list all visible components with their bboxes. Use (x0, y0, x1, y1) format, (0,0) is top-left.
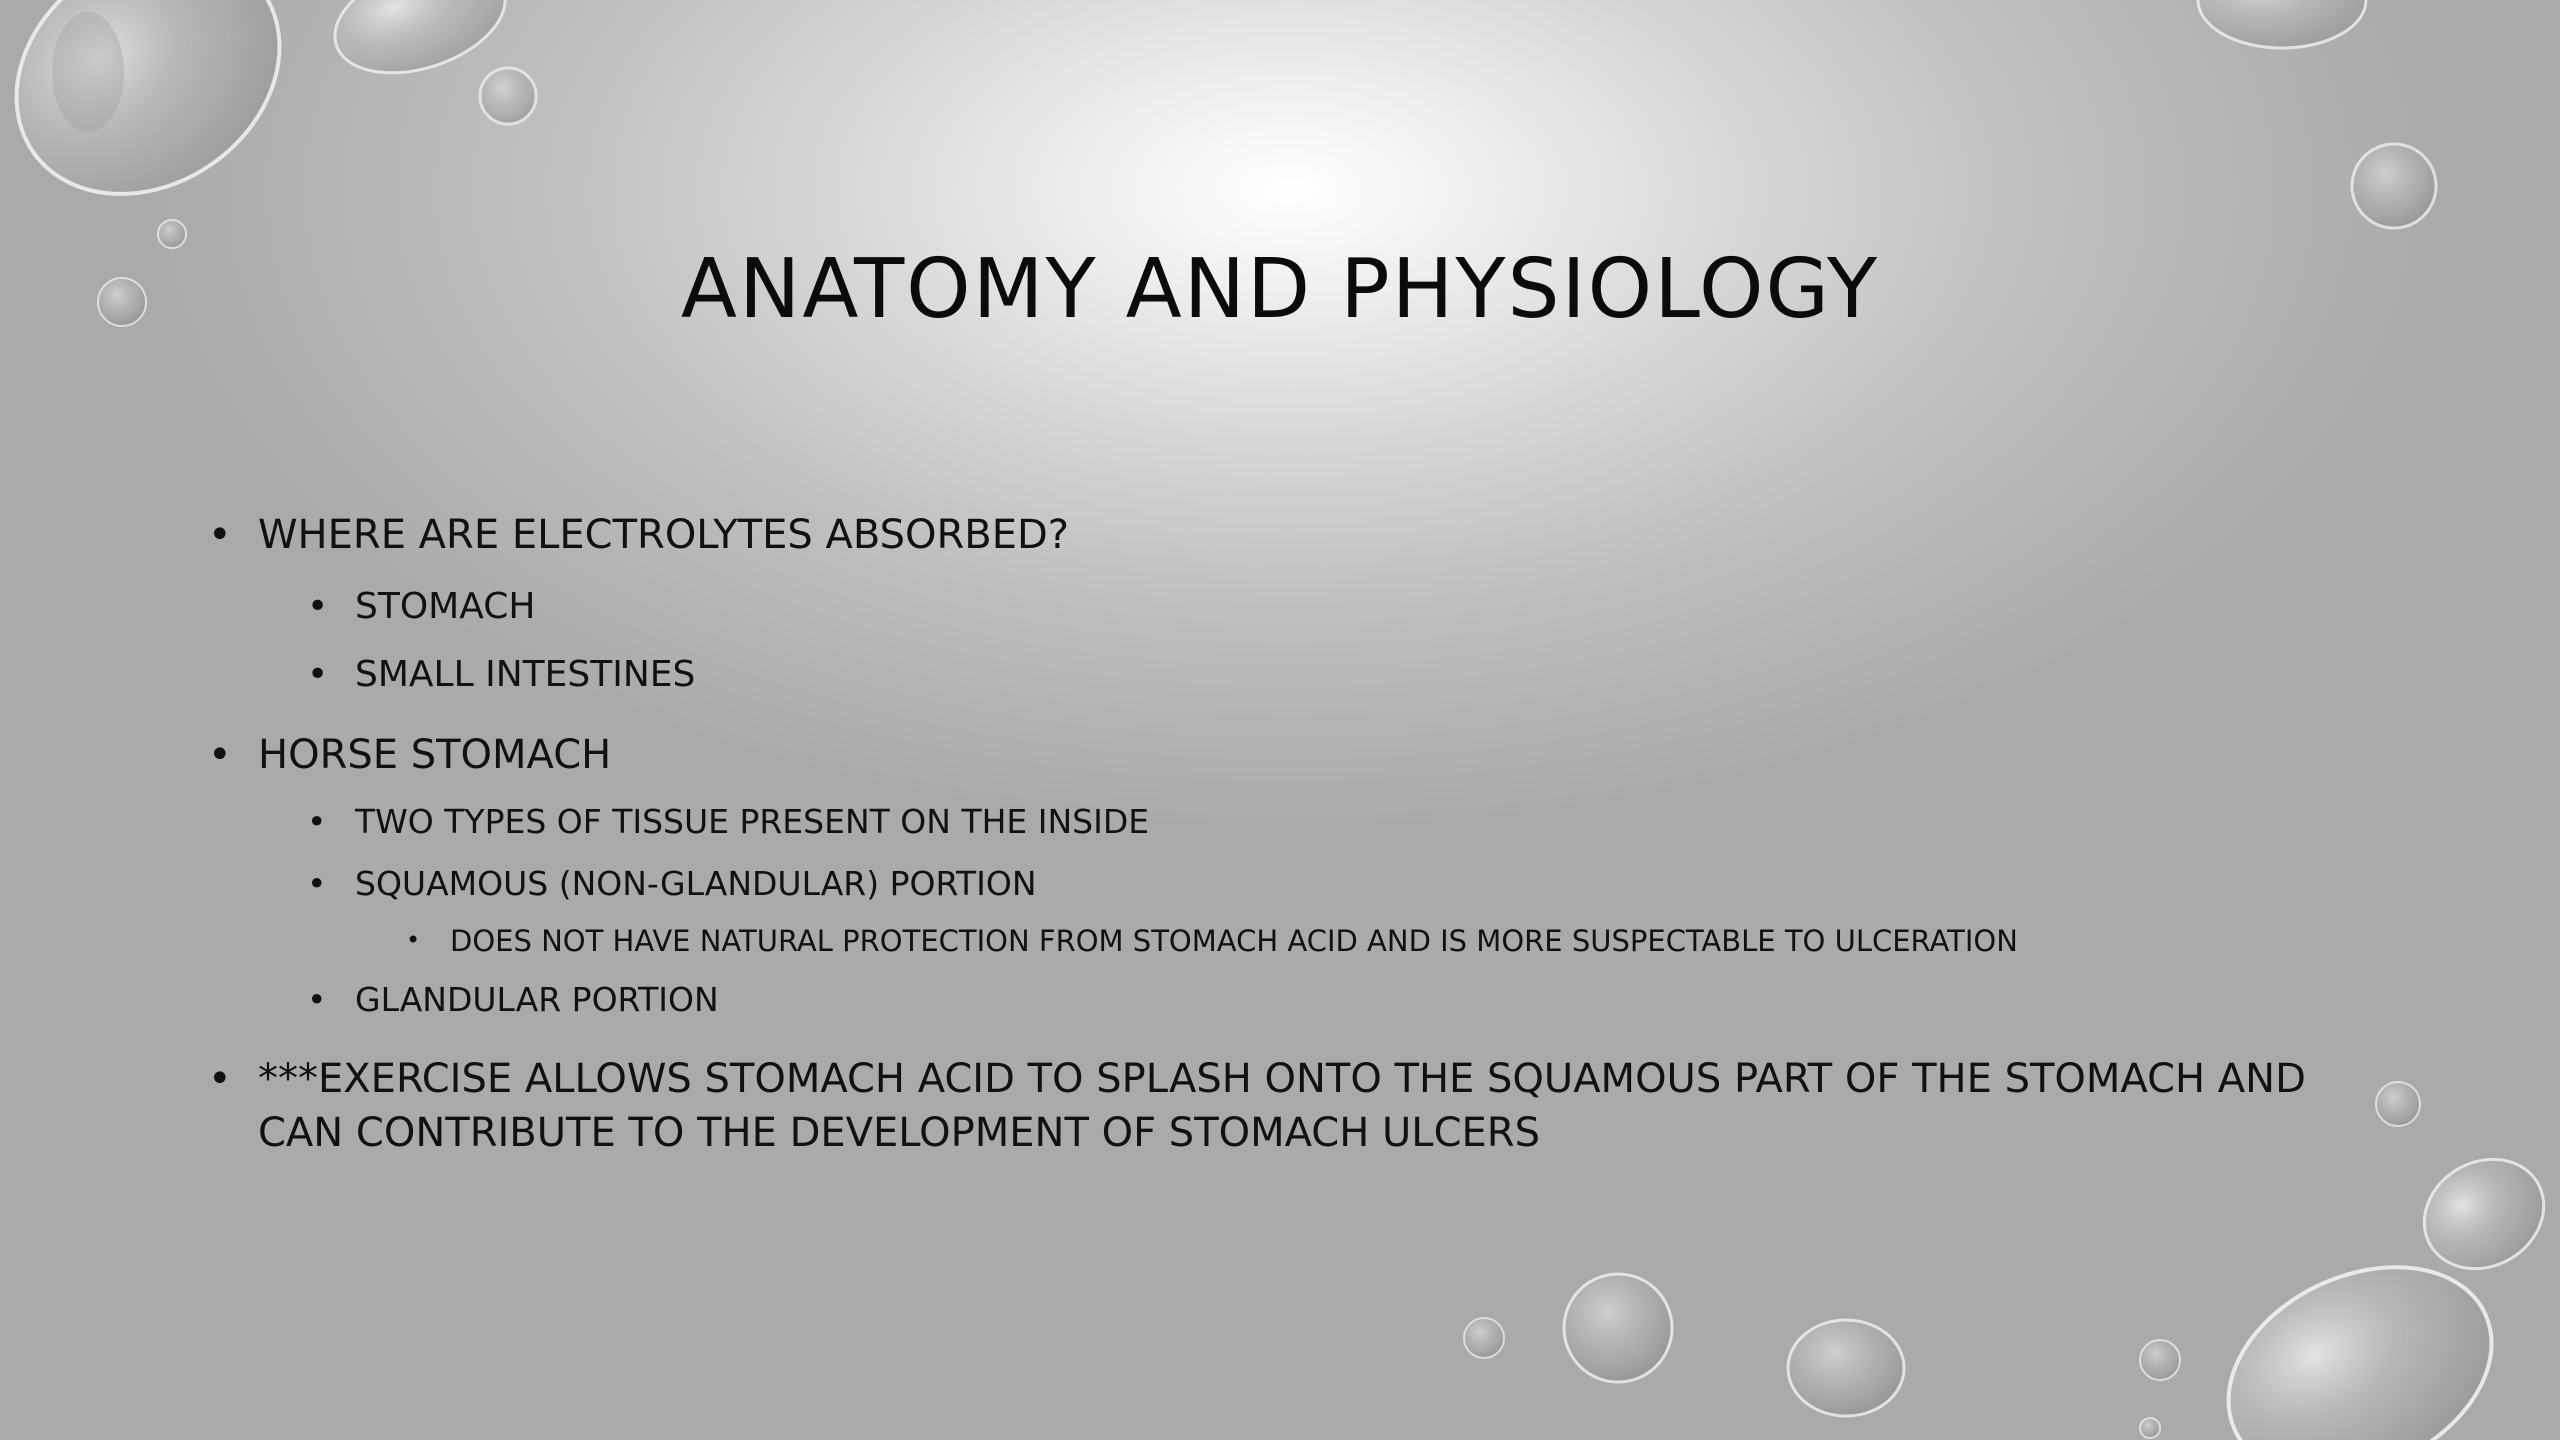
list-item (307, 864, 1037, 903)
list-item (208, 732, 612, 778)
list-item (208, 512, 1070, 558)
bullet-text: SMALL INTESTINES (355, 654, 696, 695)
list-item (307, 802, 1150, 841)
bullet-marker: • (208, 1056, 232, 1102)
bullet-marker: • (307, 802, 327, 841)
bullet-text: ***EXERCISE ALLOWS STOMACH ACID TO SPLASH ONTO THE SQUAMOUS PART OF THE STOMACH AND CAN CONTRIBUTE TO THE DEVELOPMENT OF STOMACH ULCERS (258, 1056, 2306, 1156)
bullet-text: DOES NOT HAVE NATURAL PROTECTION FROM STOMACH ACID AND IS MORE SUSPECTABLE TO ULCERATION (450, 924, 2018, 958)
bullet-marker: • (307, 980, 327, 1019)
list-item (208, 1052, 2358, 1160)
bullet-text: WHERE ARE ELECTROLYTES ABSORBED? (258, 512, 1070, 558)
bullet-marker: • (307, 586, 329, 627)
slide-title: ANATOMY AND PHYSIOLOGY (680, 242, 1880, 337)
bullet-marker: • (208, 512, 232, 558)
list-item (307, 654, 696, 695)
list-item (307, 586, 536, 627)
bullet-text: HORSE STOMACH (258, 732, 612, 778)
list-item (406, 924, 2018, 958)
bullet-text: STOMACH (355, 586, 536, 627)
bullet-marker: • (208, 732, 232, 778)
bullet-text: TWO TYPES OF TISSUE PRESENT ON THE INSIDE (355, 802, 1150, 841)
bullet-marker: • (307, 864, 327, 903)
bullet-marker: • (307, 654, 329, 695)
list-item (307, 980, 719, 1019)
bullet-marker: • (406, 926, 421, 954)
bullet-text: GLANDULAR PORTION (355, 980, 719, 1019)
bullet-text: SQUAMOUS (NON-GLANDULAR) PORTION (355, 864, 1037, 903)
